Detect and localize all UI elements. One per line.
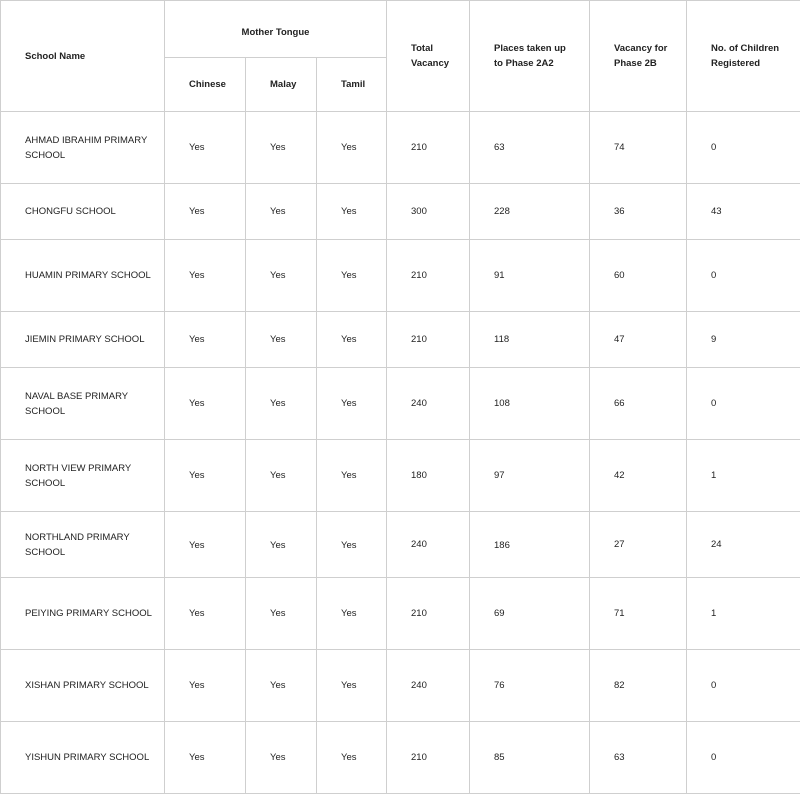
tamil-cell: Yes	[317, 240, 387, 312]
tamil-cell: Yes	[317, 184, 387, 240]
places-taken-cell: 108	[470, 368, 590, 440]
table-row	[1, 440, 800, 512]
registered-cell: 0	[687, 368, 800, 440]
chinese-cell: Yes	[165, 722, 246, 794]
chinese-cell: Yes	[165, 184, 246, 240]
table-header	[1, 1, 800, 112]
header-tamil: Tamil	[317, 58, 387, 112]
vacancy-2b-cell: 47	[590, 312, 687, 368]
places-taken-cell: 76	[470, 650, 590, 722]
malay-cell: Yes	[246, 440, 317, 512]
school-name-cell: NAVAL BASE PRIMARY SCHOOL	[1, 368, 165, 440]
tamil-cell: Yes	[317, 312, 387, 368]
tamil-cell: Yes	[317, 722, 387, 794]
chinese-cell: Yes	[165, 112, 246, 184]
places-taken-cell: 186	[470, 512, 590, 578]
registered-cell: 1	[687, 578, 800, 650]
vacancy-2b-cell: 63	[590, 722, 687, 794]
malay-cell: Yes	[246, 368, 317, 440]
vacancy-2b-cell: 66	[590, 368, 687, 440]
school-name-cell: JIEMIN PRIMARY SCHOOL	[1, 312, 165, 368]
places-taken-cell: 228	[470, 184, 590, 240]
table-row	[1, 184, 800, 240]
tamil-cell: Yes	[317, 578, 387, 650]
header-malay: Malay	[246, 58, 317, 112]
registered-cell: 43	[687, 184, 800, 240]
malay-cell: Yes	[246, 112, 317, 184]
places-taken-cell: 69	[470, 578, 590, 650]
registered-cell: 1	[687, 440, 800, 512]
table-row	[1, 512, 800, 578]
malay-cell: Yes	[246, 184, 317, 240]
header-children-registered: No. of Children Registered	[687, 1, 800, 112]
chinese-cell: Yes	[165, 240, 246, 312]
vacancy-2b-cell: 36	[590, 184, 687, 240]
chinese-cell: Yes	[165, 650, 246, 722]
table-row	[1, 240, 800, 312]
chinese-cell: Yes	[165, 512, 246, 578]
school-name-cell: PEIYING PRIMARY SCHOOL	[1, 578, 165, 650]
vacancy-2b-cell: 71	[590, 578, 687, 650]
school-name-cell: CHONGFU SCHOOL	[1, 184, 165, 240]
tamil-cell: Yes	[317, 440, 387, 512]
malay-cell: Yes	[246, 240, 317, 312]
chinese-cell: Yes	[165, 312, 246, 368]
registered-cell: 24	[687, 512, 800, 578]
header-vacancy-2b: Vacancy for Phase 2B	[590, 1, 687, 112]
registered-cell: 0	[687, 240, 800, 312]
school-name-cell: XISHAN PRIMARY SCHOOL	[1, 650, 165, 722]
school-name-cell: HUAMIN PRIMARY SCHOOL	[1, 240, 165, 312]
header-total-vacancy: Total Vacancy	[387, 1, 470, 112]
total-vacancy-cell: 210	[387, 578, 470, 650]
header-places-taken: Places taken up to Phase 2A2	[470, 1, 590, 112]
vacancy-2b-cell: 42	[590, 440, 687, 512]
school-name-cell: AHMAD IBRAHIM PRIMARY SCHOOL	[1, 112, 165, 184]
chinese-cell: Yes	[165, 368, 246, 440]
header-school-name: School Name	[1, 1, 165, 112]
table-row	[1, 722, 800, 794]
total-vacancy-cell: 210	[387, 112, 470, 184]
registered-cell: 0	[687, 650, 800, 722]
tamil-cell: Yes	[317, 650, 387, 722]
total-vacancy-cell: 210	[387, 722, 470, 794]
places-taken-cell: 63	[470, 112, 590, 184]
table-row	[1, 578, 800, 650]
total-vacancy-cell: 240	[387, 650, 470, 722]
places-taken-cell: 91	[470, 240, 590, 312]
header-chinese: Chinese	[165, 58, 246, 112]
table-row	[1, 112, 800, 184]
registered-cell: 0	[687, 112, 800, 184]
header-mother-tongue: Mother Tongue	[165, 1, 387, 58]
malay-cell: Yes	[246, 312, 317, 368]
school-name-cell: NORTHLAND PRIMARY SCHOOL	[1, 512, 165, 578]
chinese-cell: Yes	[165, 578, 246, 650]
vacancy-2b-cell: 74	[590, 112, 687, 184]
malay-cell: Yes	[246, 650, 317, 722]
total-vacancy-cell: 210	[387, 240, 470, 312]
total-vacancy-cell: 210	[387, 312, 470, 368]
school-name-cell: YISHUN PRIMARY SCHOOL	[1, 722, 165, 794]
table-row	[1, 312, 800, 368]
vacancy-2b-cell: 82	[590, 650, 687, 722]
registered-cell: 0	[687, 722, 800, 794]
vacancy-2b-cell: 27	[590, 512, 687, 578]
total-vacancy-cell: 180	[387, 440, 470, 512]
places-taken-cell: 85	[470, 722, 590, 794]
vacancy-2b-cell: 60	[590, 240, 687, 312]
total-vacancy-cell: 240	[387, 368, 470, 440]
places-taken-cell: 118	[470, 312, 590, 368]
malay-cell: Yes	[246, 512, 317, 578]
malay-cell: Yes	[246, 578, 317, 650]
table-body	[1, 112, 800, 794]
tamil-cell: Yes	[317, 368, 387, 440]
places-taken-cell: 97	[470, 440, 590, 512]
tamil-cell: Yes	[317, 112, 387, 184]
chinese-cell: Yes	[165, 440, 246, 512]
malay-cell: Yes	[246, 722, 317, 794]
tamil-cell: Yes	[317, 512, 387, 578]
total-vacancy-cell: 300	[387, 184, 470, 240]
registered-cell: 9	[687, 312, 800, 368]
school-name-cell: NORTH VIEW PRIMARY SCHOOL	[1, 440, 165, 512]
total-vacancy-cell: 240	[387, 512, 470, 578]
table-row	[1, 650, 800, 722]
table-row	[1, 368, 800, 440]
